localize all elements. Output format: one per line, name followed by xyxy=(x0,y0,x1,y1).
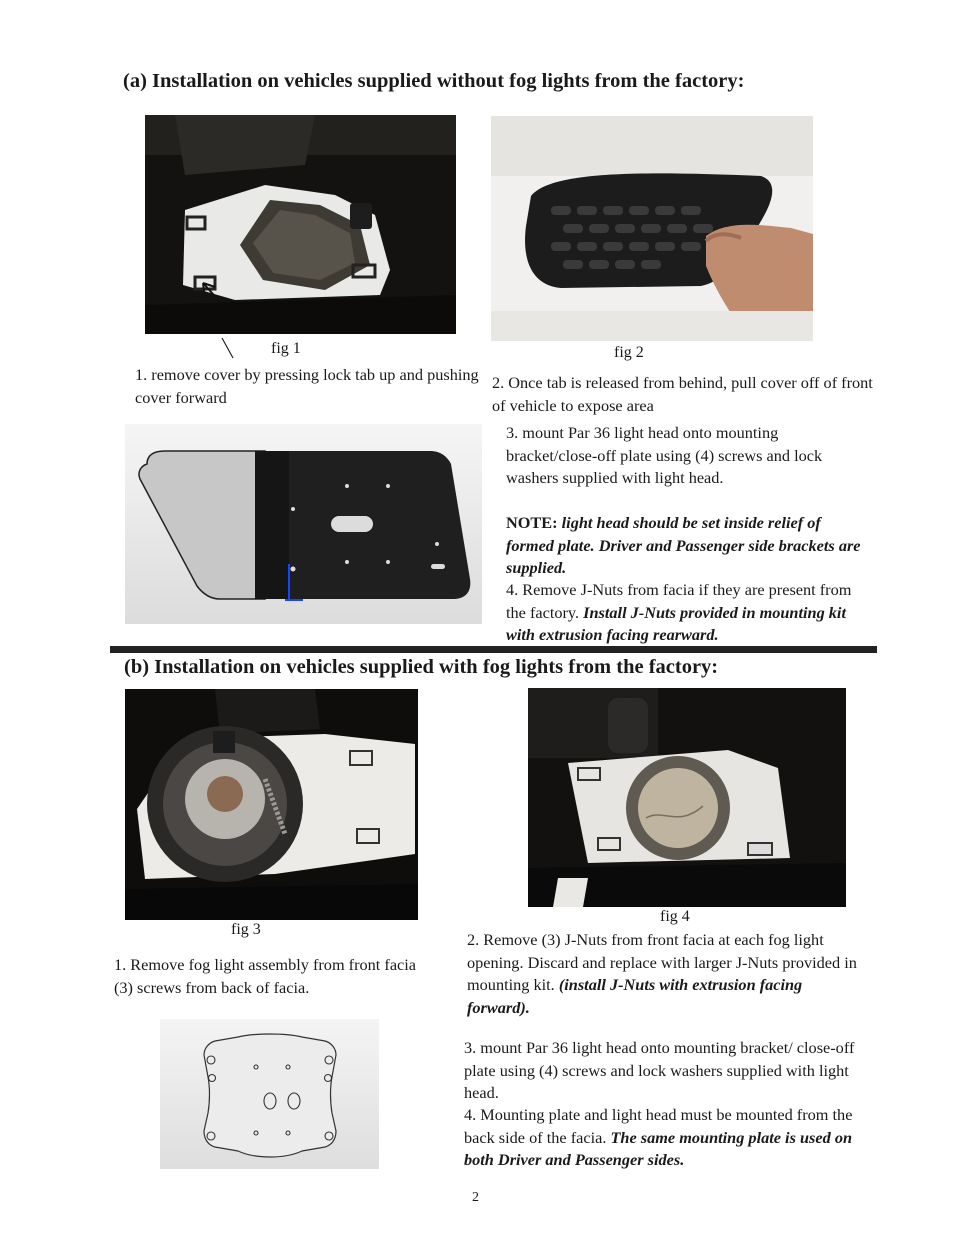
section-a-step4 xyxy=(506,579,871,647)
page-number: 2 xyxy=(472,1190,479,1205)
bracket-cad-drawing xyxy=(125,424,482,624)
note-text: light head should be set inside relief of formed plate. Driver and Passenger side brackets are supplied. xyxy=(506,513,861,577)
section-b-step4 xyxy=(464,1104,869,1172)
fig4-description-emphasis: (install J-Nuts with extrusion facing forward). xyxy=(467,975,803,1017)
section-b-heading: (b) Installation on vehicles supplied with fog lights from the factory: xyxy=(124,656,719,678)
section-b-step4-emphasis: The same mounting plate is used on both Driver and Passenger sides. xyxy=(464,1127,853,1169)
step4-emphasis: Install J-Nuts provided in mounting kit with extrusion facing rearward. xyxy=(506,602,846,644)
step4-plain: 4. Remove J-Nuts from facia if they are present from the factory. xyxy=(506,580,852,622)
fig4-caption: fig 4 xyxy=(660,908,690,925)
fig3-photo xyxy=(125,689,418,920)
section-a-step3: 3. mount Par 36 light head onto mounting bracket/close-off plate using (4) screws and lock washers supplied with light head. xyxy=(506,423,823,487)
fig3-caption: fig 3 xyxy=(231,921,261,938)
section-a-heading: (a) Installation on vehicles supplied without fog lights from the factory: xyxy=(123,70,745,92)
fig2-description: 2. Once tab is released from behind, pull cover off of front of vehicle to expose area xyxy=(492,373,873,415)
mounting-plate-cad-drawing xyxy=(160,1019,379,1169)
section-a-note xyxy=(506,512,866,580)
fig3-description: 1. Remove fog light assembly from front facia (3) screws from back of facia. xyxy=(114,955,417,997)
note-label: NOTE: xyxy=(506,513,558,532)
fig4-description xyxy=(467,929,867,1019)
fig2-caption: fig 2 xyxy=(614,344,644,361)
fig1-pointer-line xyxy=(220,336,236,360)
section-b-step3: 3. mount Par 36 light head onto mounting bracket/ close-off plate using (4) screws and lock washers supplied with light head. xyxy=(464,1038,855,1102)
fig4-description-plain: 2. Remove (3) J-Nuts from front facia at each fog light opening. Discard and replace with larger J-Nuts provided in mounting kit. xyxy=(467,930,857,994)
section-b-step4-plain: 4. Mounting plate and light head must be mounted from the back side of the facia. xyxy=(464,1105,853,1147)
fig1-caption: fig 1 xyxy=(271,340,301,357)
fig4-photo xyxy=(528,688,846,907)
fig2-photo xyxy=(491,116,813,341)
fig1-description: 1. remove cover by pressing lock tab up and pushing cover forward xyxy=(135,365,479,407)
section-divider xyxy=(110,646,877,653)
fig1-photo xyxy=(145,115,456,334)
